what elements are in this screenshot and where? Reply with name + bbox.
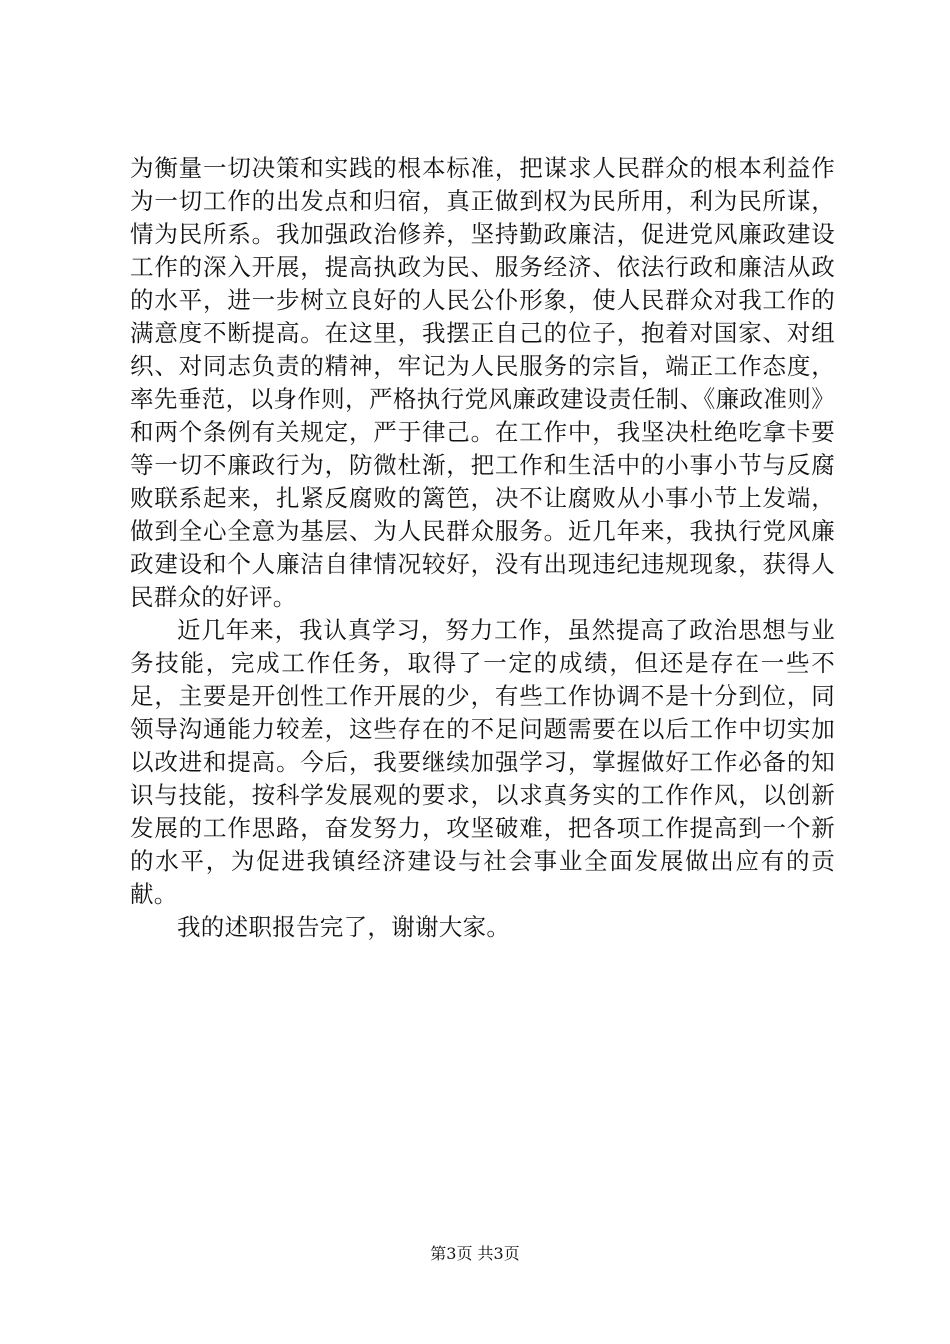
document-body xyxy=(130,152,835,944)
paragraph-continued: 为衡量一切决策和实践的根本标准，把谋求人民群众的根本利益作为一切工作的出发点和归宿，真正做到权为民所用，利为民所谋，情为民所系。我加强政治修养，坚持勤政廉洁，促进党风廉政建设工作的深入开展，提高执政为民、服务经济、依法行政和廉洁从政的水平，进一步树立良好的人民公仆形象，使人民群众对我工作的满意度不断提高。在这里，我摆正自己的位子，抱着对国家、对组织、对同志负责的精神，牢记为人民服务的宗旨，端正工作态度，率先垂范，以身作则，严格执行党风廉政建设责任制、《廉政准则》和两个条例有关规定，严于律己。在工作中，我坚决杜绝吃拿卡要等一切不廉政行为，防微杜渐，把工作和生活中的小事小节与反腐败联系起来，扎紧反腐败的篱笆，决不让腐败从小事小节上发端，做到全心全意为基层、为人民群众服务。近几年来，我执行党风廉政建设和个人廉洁自律情况较好，没有出现违纪违规现象，获得人民群众的好评。 xyxy=(130,154,835,611)
page-number-footer: 第3页 共3页 xyxy=(430,1244,520,1263)
paragraph-closing: 我的述职报告完了，谢谢大家。 xyxy=(177,913,511,941)
paragraph-shortcomings: 近几年来，我认真学习，努力工作，虽然提高了政治思想与业务技能，完成工作任务，取得了一定的成绩，但还是存在一些不足，主要是开创性工作开展的少，有些工作协调不是十分到位，同领导沟通能力较差，这些存在的不足问题需要在以后工作中切实加以改进和提高。今后，我要继续加强学习，掌握做好工作必备的知识与技能，按科学发展观的要求，以求真务实的工作作风，以创新发展的工作思路，奋发努力，攻坚破难，把各项工作提高到一个新的水平，为促进我镇经济建设与社会事业全面发展做出应有的贡献。 xyxy=(130,616,835,908)
